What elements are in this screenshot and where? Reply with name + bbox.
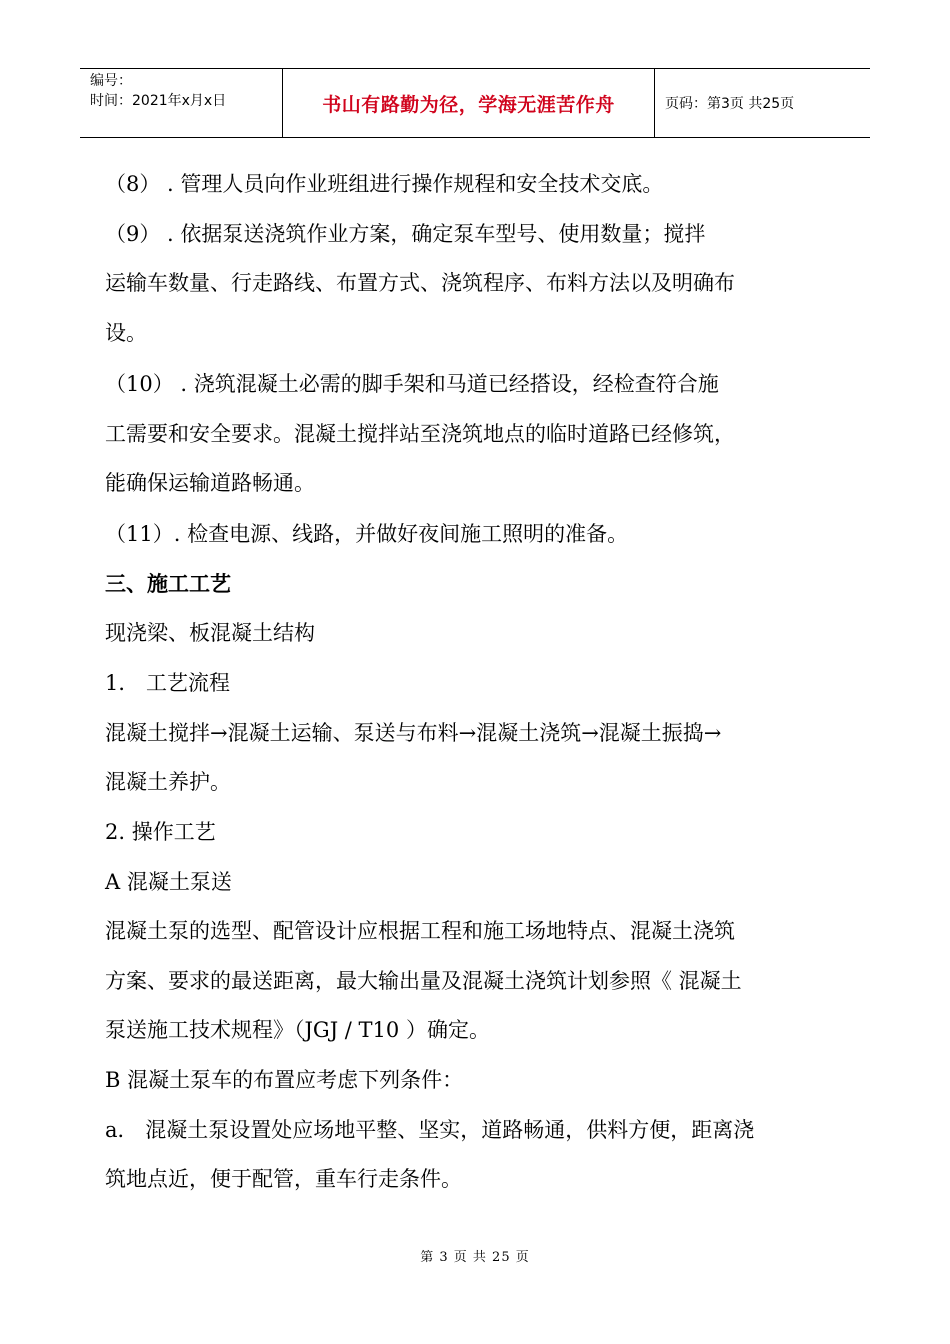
item-b-a-line-2: 筑地点近，便于配管，重车行走条件。 [105, 1167, 462, 1191]
item-b-a-line-1: a． 混凝土泵设置处应场地平整、坚实，道路畅通，供料方便，距离浇 [105, 1118, 755, 1142]
document-date: 时间：2021年x月x日 [90, 93, 227, 109]
flow-line-2: 混凝土养护。 [105, 770, 231, 794]
paragraph-9-line-3: 设。 [105, 321, 147, 345]
header-motto-cell [282, 69, 655, 137]
paragraph-10-line-2: 工需要和安全要求。混凝土搅拌站至浇筑地点的临时道路已经修筑， [105, 422, 735, 446]
section-heading: 三、施工工艺 [105, 572, 231, 596]
item-1-heading: 1． 工艺流程 [105, 671, 231, 695]
subtitle: 现浇梁、板混凝土结构 [105, 621, 315, 645]
item-a-line-3: 泵送施工技术规程》（JGJ / T10 ）确定。 [105, 1018, 490, 1042]
flow-line-1: 混凝土搅拌→混凝土运输、泵送与布料→混凝土浇筑→混凝土振捣→ [105, 721, 722, 745]
page-info-text: 页码：第3页 共25页 [665, 96, 795, 112]
header-page-info [655, 69, 870, 137]
item-a-line-2: 方案、要求的最送距离，最大输出量及混凝土浇筑计划参照《 混凝土 [105, 969, 742, 993]
document-code: 编号： [90, 73, 132, 89]
header-meta [80, 69, 282, 137]
paragraph-9-line-1: （9） . 依据泵送浇筑作业方案，确定泵车型号、使用数量；搅拌 [105, 222, 706, 246]
paragraph-9-line-2: 运输车数量、行走路线、布置方式、浇筑程序、布料方法以及明确布 [105, 271, 735, 295]
paragraph-10-line-1: （10） . 浇筑混凝土必需的脚手架和马道已经搭设，经检查符合施 [105, 372, 719, 396]
item-2-heading: 2. 操作工艺 [105, 820, 216, 844]
header-motto: 书山有路勤为径，学海无涯苦作舟 [322, 93, 615, 116]
paragraph-10-line-3: 能确保运输道路畅通。 [105, 471, 315, 495]
item-a-line-1: 混凝土泵的选型、配管设计应根据工程和施工场地特点、混凝土浇筑 [105, 919, 735, 943]
item-a-heading: A 混凝土泵送 [105, 870, 232, 894]
item-b-heading: B 混凝土泵车的布置应考虑下列条件： [105, 1068, 464, 1092]
page-footer: 第 3 页 共 25 页 [420, 1250, 530, 1265]
paragraph-11: （11）. 检查电源、线路，并做好夜间施工照明的准备。 [105, 522, 629, 546]
paragraph-8: （8） . 管理人员向作业班组进行操作规程和安全技术交底。 [105, 172, 664, 196]
page-header [80, 68, 870, 138]
